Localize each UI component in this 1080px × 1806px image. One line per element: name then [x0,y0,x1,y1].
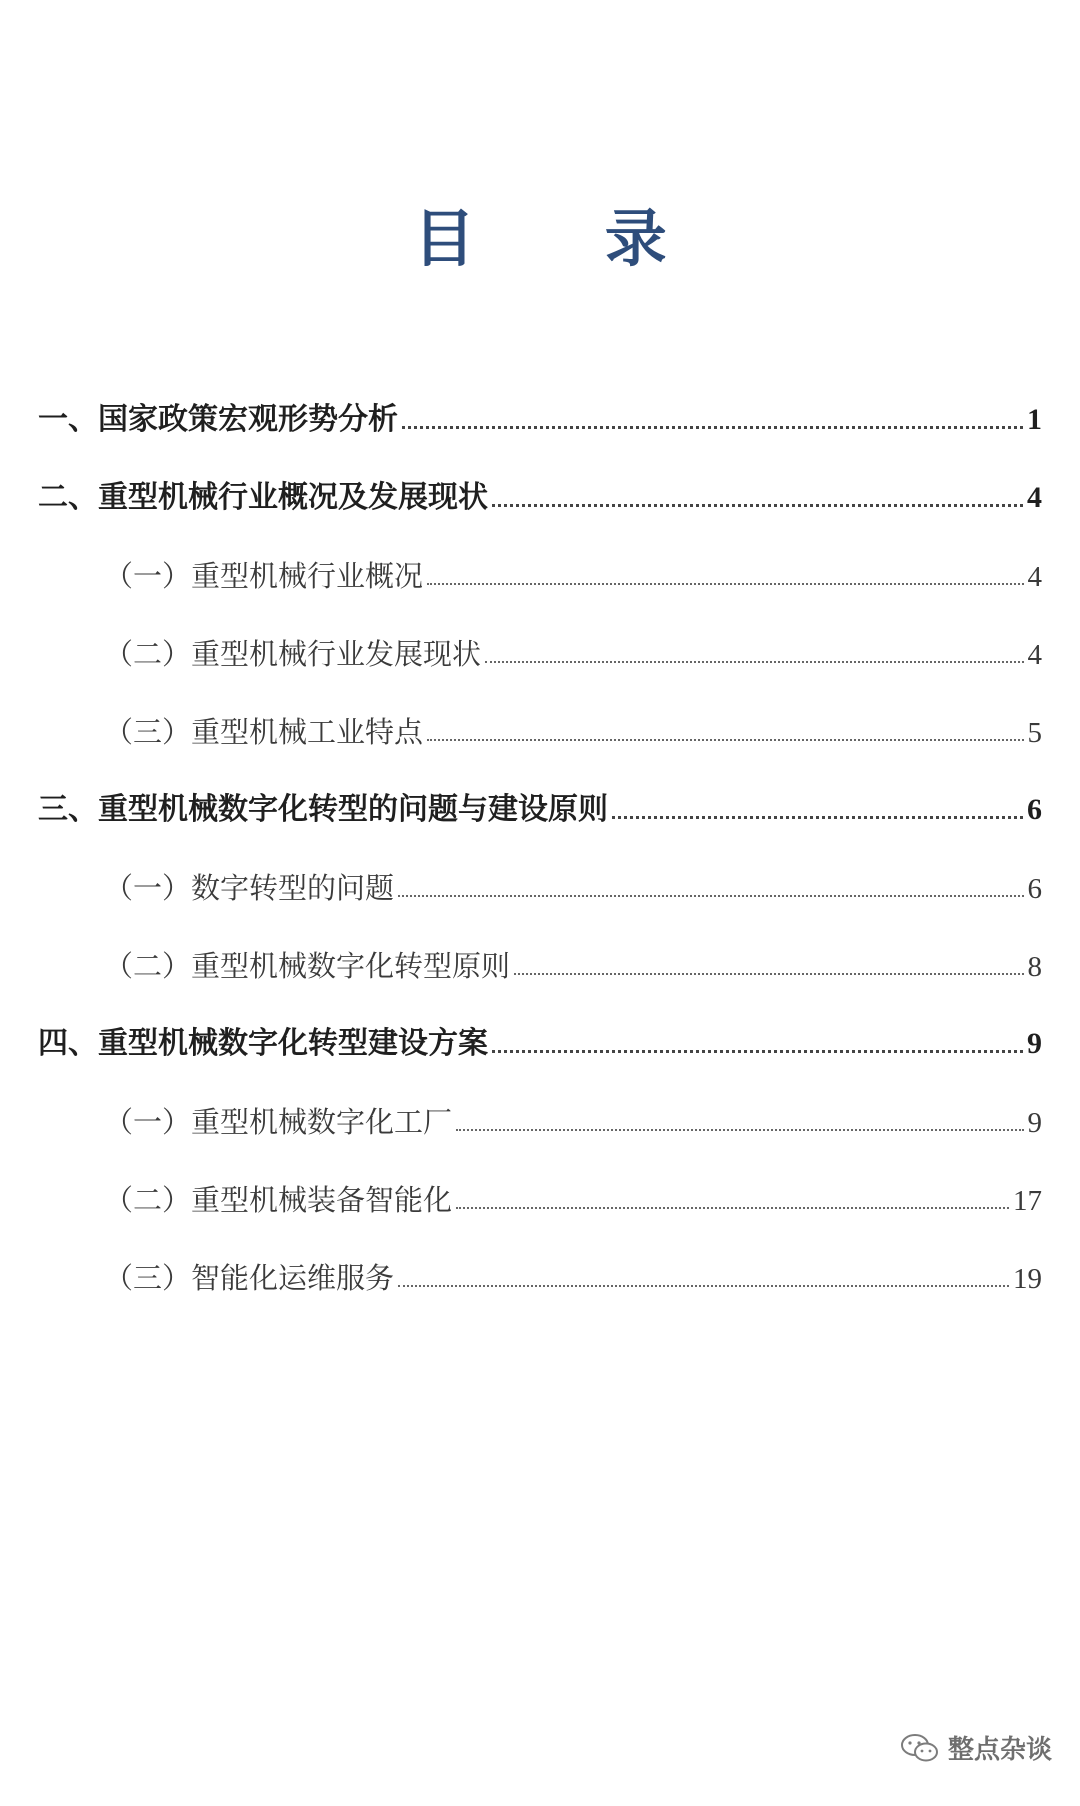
toc-entry-section-4[interactable] [38,1024,1042,1064]
toc-entry-text: （三）重型机械工业特点 [104,715,424,749]
toc-entry-text: （一）重型机械数字化工厂 [104,1105,453,1139]
toc-page-number: 19 [1013,1263,1042,1295]
toc-page-number: 17 [1013,1185,1042,1217]
toc-page-number: 6 [1027,873,1042,905]
toc-page-number: 8 [1027,951,1042,983]
toc-leader-dots [456,1129,1023,1131]
watermark-text: 整点杂谈 [947,1735,1052,1765]
toc-entry-text: 三、重型机械数字化转型的问题与建设原则 [38,792,608,827]
toc-entry-text: （一）重型机械行业概况 [104,559,424,593]
toc-page-number: 9 [1027,1107,1042,1139]
watermark [900,1729,1052,1766]
page-title: 目 录 [413,202,721,275]
toc-page-number: 9 [1027,1027,1042,1060]
toc-entry-subsection-2-2[interactable] [104,634,1042,674]
toc-entry-subsection-4-2[interactable] [104,1180,1042,1220]
toc-leader-dots [612,816,1023,819]
toc-page-number: 4 [1027,481,1042,514]
toc-entry-text: 一、国家政策宏观形势分析 [38,402,398,437]
toc-entry-section-2[interactable] [38,478,1042,518]
toc-entry-section-1[interactable] [38,400,1042,440]
toc-entry-subsection-2-3[interactable] [104,712,1042,752]
toc-entry-text: 二、重型机械行业概况及发展现状 [38,480,488,515]
toc-entry-subsection-4-3[interactable] [104,1258,1042,1298]
toc-leader-dots [427,739,1023,741]
toc-leader-dots [398,895,1023,897]
wechat-icon [900,1733,940,1763]
toc-entry-text: （二）重型机械装备智能化 [104,1183,453,1217]
toc-leader-dots [492,1050,1023,1053]
toc-leader-dots [485,661,1023,663]
toc-page-number: 4 [1027,639,1042,671]
toc-leader-dots [492,504,1023,507]
toc-page-number: 5 [1027,717,1042,749]
toc-entry-subsection-4-1[interactable] [104,1102,1042,1142]
toc-entry-subsection-3-2[interactable] [104,946,1042,986]
toc-entry-section-3[interactable] [38,790,1042,830]
toc-entry-text: （三）智能化运维服务 [104,1261,395,1295]
toc-page-number: 1 [1027,403,1042,436]
toc-entry-text: 四、重型机械数字化转型建设方案 [38,1026,488,1061]
toc-entry-subsection-3-1[interactable] [104,868,1042,908]
toc-leader-dots [514,973,1023,975]
toc-entry-text: （二）重型机械行业发展现状 [104,637,482,671]
toc-leader-dots [398,1285,1009,1287]
toc-leader-dots [402,426,1023,429]
toc-entry-text: （一）数字转型的问题 [104,871,395,905]
toc-page-number: 4 [1027,561,1042,593]
toc-leader-dots [427,583,1023,585]
toc-leader-dots [456,1207,1009,1209]
toc-page-number: 6 [1027,793,1042,826]
toc-entry-subsection-2-1[interactable] [104,556,1042,596]
toc-entry-text: （二）重型机械数字化转型原则 [104,949,511,983]
